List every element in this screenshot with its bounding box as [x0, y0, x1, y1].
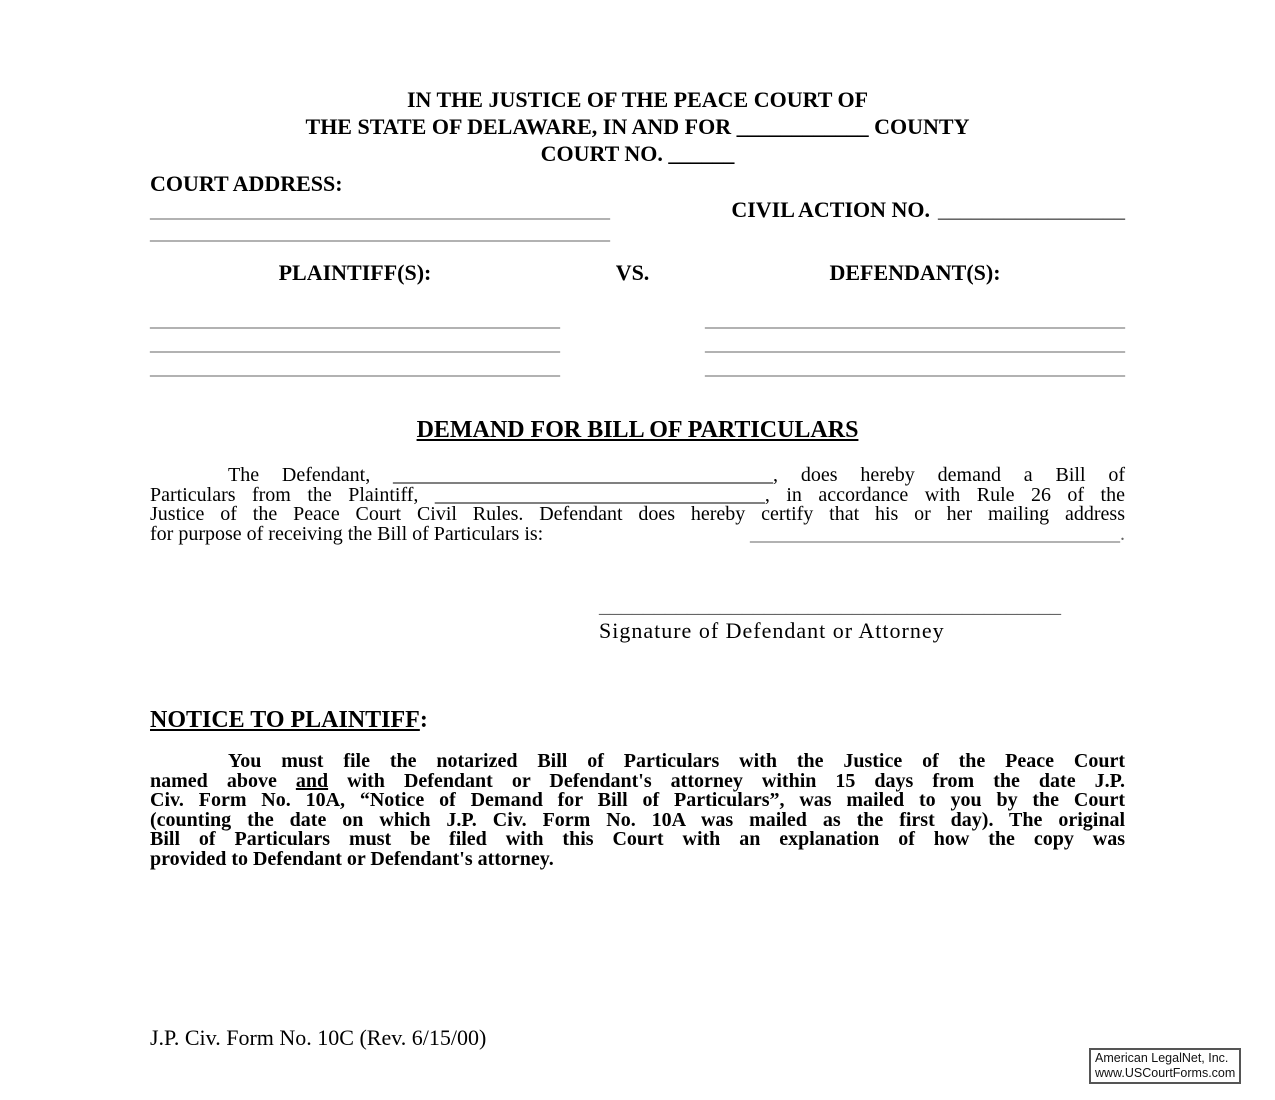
notice-line-2-and: and [295, 769, 329, 792]
demand-paragraph-line-3: Justice of the Peace Court Civil Rules. Defendant does hereby certify that his or her mailing address [150, 503, 1125, 525]
plaintiff-heading: PLAINTIFF(S): [278, 260, 432, 285]
mailing-address-text: for purpose of receiving the Bill of Particulars is: [150, 522, 544, 545]
court-number-line: COURT NO. ______ [540, 141, 735, 166]
civil-action-blank: _________________ [938, 197, 1125, 222]
defendant-heading: DEFENDANT(S): [829, 260, 1001, 285]
mailing-address-blank: _____________________________________. [750, 522, 1125, 545]
party-blanks-row [150, 308, 1125, 380]
demand-paragraph-line-1: The Defendant, ______________________________________, does hereby demand a Bill of [228, 464, 1125, 486]
notice-paragraph-line-3: Civ. Form No. 10A, “Notice of Demand for Bill of Particulars”, was mailed to you by the Court [150, 789, 1125, 811]
plaintiff-blanks [150, 308, 560, 380]
notice-line-2-post: with Defendant or Defendant's attorney within 15 days from the date J.P. [328, 769, 1125, 792]
notice-heading-row [150, 707, 1125, 734]
signature-caption: Signature of Defendant or Attorney [599, 618, 945, 643]
demand-paragraph-line-2: Particulars from the Plaintiff, _________________________________, in accordance with Rule 26 of the [150, 483, 1125, 506]
court-header [150, 86, 1125, 167]
notice-line-2-pre: named above [150, 769, 296, 792]
address-civil-action-row [150, 196, 1125, 223]
address-blank-row-2 [150, 224, 1125, 244]
defendant-blank-line-1: __________________________________________ [705, 309, 1125, 331]
court-name-line-1: IN THE JUSTICE OF THE PEACE COURT OF [406, 87, 869, 112]
demand-paragraph [150, 466, 1125, 544]
court-address-label: COURT ADDRESS: [150, 171, 343, 196]
demand-title-row [150, 417, 1125, 444]
caption-row [150, 259, 1125, 286]
notice-paragraph-line-5: Bill of Particulars must be filed with this Court with an explanation of how the copy was [150, 828, 1125, 850]
notice-paragraph-line-1: You must file the notarized Bill of Particulars with the Justice of the Peace Court [228, 750, 1125, 772]
notice-paragraph-line-4: (counting the date on which J.P. Civ. Form No. 10A was mailed as the first day). The original [150, 808, 1125, 831]
vs-heading: VS. [615, 260, 650, 285]
notice-paragraph [150, 752, 1125, 869]
plaintiff-blank-line-2: _________________________________________ [150, 333, 560, 355]
court-name-line-2: THE STATE OF DELAWARE, IN AND FOR ____________ COUNTY [305, 114, 970, 139]
civil-action-label: CIVIL ACTION NO. [731, 197, 930, 222]
defendant-blanks [705, 308, 1125, 380]
vendor-name: American LegalNet, Inc. [1095, 1051, 1229, 1065]
civil-action-group [731, 196, 1125, 223]
defendant-blank-line-2: __________________________________________ [705, 333, 1125, 355]
notice-paragraph-line-6: provided to Defendant or Defendant's attorney. [150, 847, 554, 870]
vendor-stamp [1089, 1048, 1241, 1084]
form-number: J.P. Civ. Form No. 10C (Rev. 6/15/00) [150, 1025, 487, 1050]
demand-paragraph-line-4 [150, 522, 1125, 545]
notice-heading: NOTICE TO PLAINTIFF [150, 707, 420, 733]
signature-line: __________________________________________ [599, 592, 1061, 617]
vendor-url: www.USCourtForms.com [1095, 1066, 1236, 1080]
demand-title: DEMAND FOR BILL OF PARTICULARS [416, 417, 859, 443]
address-blank-line-2: ______________________________________________ [150, 222, 610, 244]
plaintiff-blank-line-3: _________________________________________ [150, 357, 560, 379]
notice-heading-colon: : [419, 707, 428, 733]
plaintiff-blank-line-1: _________________________________________ [150, 309, 560, 331]
address-blank-line-1: ______________________________________________ [150, 200, 610, 222]
signature-block [599, 592, 1069, 644]
defendant-blank-line-3: __________________________________________ [705, 357, 1125, 379]
